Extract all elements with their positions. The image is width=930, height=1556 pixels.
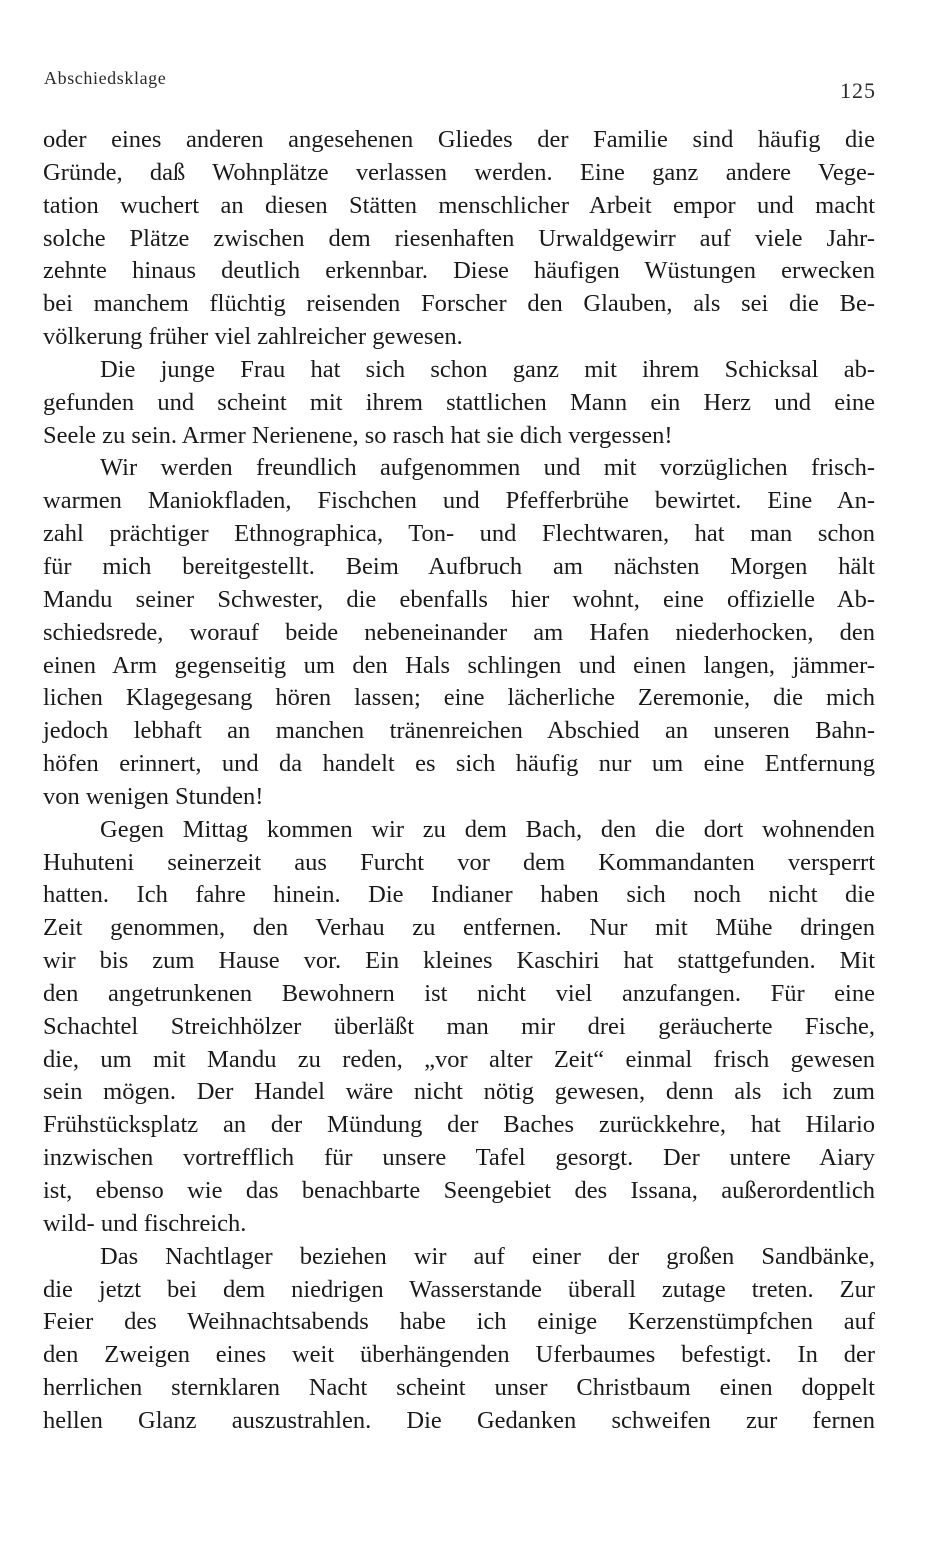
text-line: wild- und fischreich. [43,1209,247,1237]
text-line: jedoch lebhaft an manchen tränenreichen Abschied an unseren Bahn- [43,717,875,745]
text-line: bei manchem flüchtig reisenden Forscher den Glauben, als sei die Be- [43,290,875,318]
page-number: 125 [840,78,876,103]
text-line: den angetrunkenen Bewohnern ist nicht viel anzufangen. Für eine [43,979,875,1007]
text-line: höfen erinnert, und da handelt es sich häufig nur um eine Entfernung [43,750,875,778]
text-line: sein mögen. Der Handel wäre nicht nötig gewesen, denn als ich zum [43,1078,875,1106]
text-line: wir bis zum Hause vor. Ein kleines Kaschiri hat stattgefunden. Mit [43,947,875,975]
text-line: tation wuchert an diesen Stätten menschlicher Arbeit empor und macht [43,191,875,219]
text-line: Seele zu sein. Armer Nerienene, so rasch hat sie dich vergessen! [43,421,673,449]
text-line: einen Arm gegenseitig um den Hals schlingen und einen langen, jämmer- [43,651,875,679]
text-line: Gegen Mittag kommen wir zu dem Bach, den die dort wohnenden [100,815,875,843]
text-line: für mich bereitgestellt. Beim Aufbruch am nächsten Morgen hält [43,552,875,580]
text-line: Mandu seiner Schwester, die ebenfalls hier wohnt, eine offizielle Ab- [43,585,875,613]
text-line: hatten. Ich fahre hinein. Die Indianer haben sich noch nicht die [43,881,875,909]
text-line: herrlichen sternklaren Nacht scheint unser Christbaum einen doppelt [43,1374,875,1402]
text-line: gefunden und scheint mit ihrem stattlichen Mann ein Herz und eine [43,388,875,416]
text-line: Die junge Frau hat sich schon ganz mit ihrem Schicksal ab- [100,355,875,383]
running-head [44,68,876,108]
text-line: Huhuteni seinerzeit aus Furcht vor dem Kommandanten versperrt [43,848,875,876]
text-line: Gründe, daß Wohnplätze verlassen werden. Eine ganz andere Vege- [43,158,875,186]
text-line: Das Nachtlager beziehen wir auf einer der großen Sandbänke, [100,1242,875,1270]
body-text [43,124,875,1438]
text-line: ist, ebenso wie das benachbarte Seengebiet des Issana, außerordentlich [43,1177,875,1204]
text-line: Wir werden freundlich aufgenommen und mit vorzüglichen frisch- [100,454,875,482]
running-title: Abschiedsklage [44,68,167,88]
text-line: schiedsrede, worauf beide nebeneinander am Hafen niederhocken, den [43,618,875,646]
text-line: Schachtel Streichhölzer überläßt man mir drei geräucherte Fische, [43,1012,875,1040]
text-line: hellen Glanz auszustrahlen. Die Gedanken schweifen zur fernen [43,1406,875,1434]
text-line: zahl prächtiger Ethnographica, Ton- und Flechtwaren, hat man schon [43,520,875,548]
text-line: solche Plätze zwischen dem riesenhaften Urwaldgewirr auf viele Jahr- [43,224,875,252]
text-line: von wenigen Stunden! [43,782,264,810]
text-line: Zeit genommen, den Verhau zu entfernen. Nur mit Mühe dringen [43,914,875,942]
text-line: völkerung früher viel zahlreicher gewesen. [43,323,463,351]
text-line: lichen Klagegesang hören lassen; eine lächerliche Zeremonie, die mich [43,684,875,712]
text-line: den Zweigen eines weit überhängenden Uferbaumes befestigt. In der [43,1341,875,1369]
text-line: Frühstücksplatz an der Mündung der Baches zurückkehre, hat Hilario [43,1111,875,1139]
text-line: die jetzt bei dem niedrigen Wasserstande überall zutage treten. Zur [43,1275,875,1303]
text-line: inzwischen vortrefflich für unsere Tafel gesorgt. Der untere Aiary [43,1144,875,1172]
text-line: Feier des Weihnachtsabends habe ich einige Kerzenstümpfchen auf [43,1308,875,1336]
text-line: zehnte hinaus deutlich erkennbar. Diese häufigen Wüstungen erwecken [43,257,875,285]
text-line: die, um mit Mandu zu reden, „vor alter Zeit“ einmal frisch gewesen [43,1045,875,1073]
text-line: oder eines anderen angesehenen Gliedes der Familie sind häufig die [43,126,875,153]
text-line: warmen Maniokfladen, Fischchen und Pfefferbrühe bewirtet. Eine An- [43,487,875,515]
